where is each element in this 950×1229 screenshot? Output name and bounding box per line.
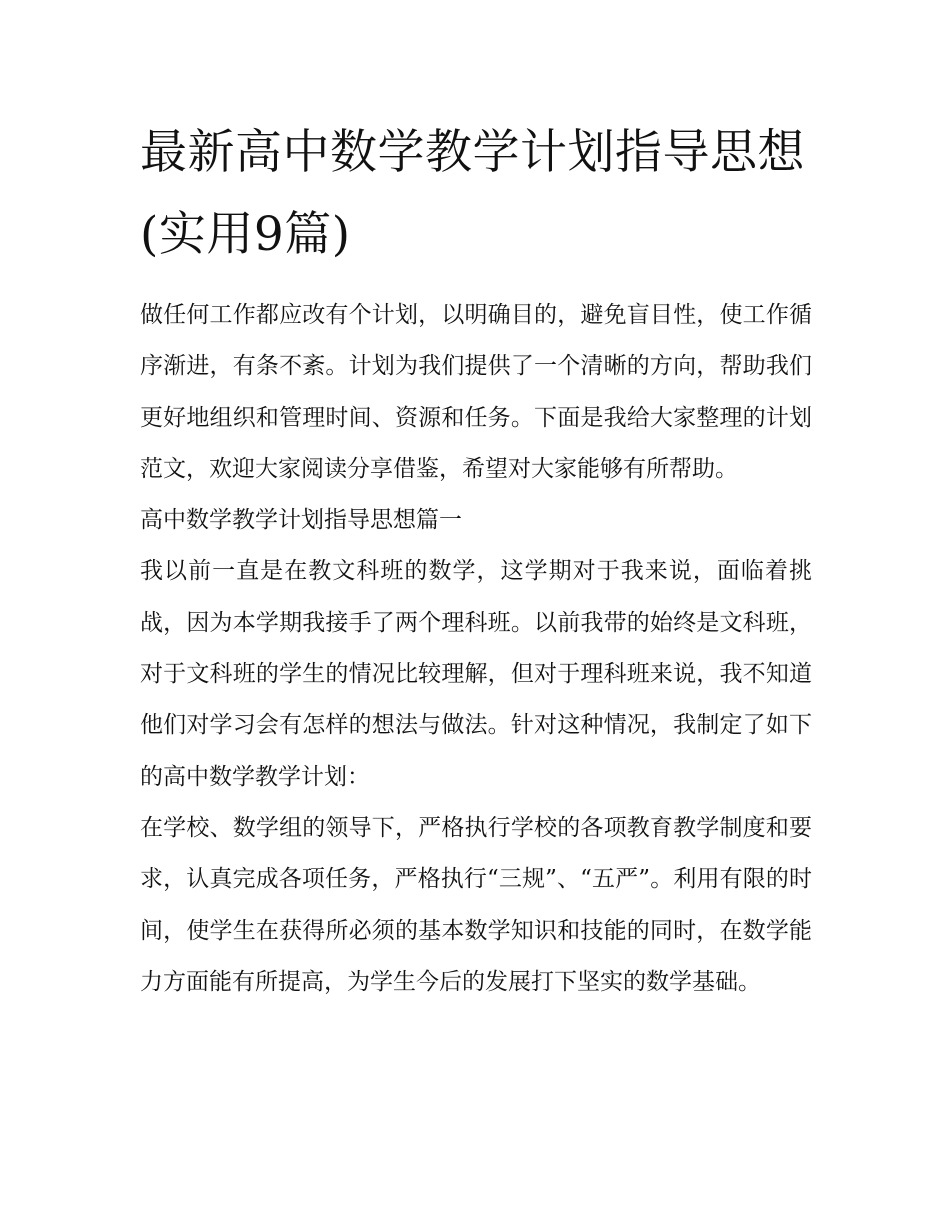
document-page <box>140 112 812 1008</box>
intro-paragraph: 做任何工作都应改有个计划，以明确目的，避免盲目性，使工作循序渐进，有条不紊。计划为我们提供了一个清晰的方向，帮助我们更好地组织和管理时间、资源和任务。下面是我给大家整理的计划范文，欢迎大家阅读分享借鉴，希望对大家能够有所帮助。 <box>140 302 812 482</box>
section-heading: 高中数学教学计划指导思想篇一 <box>140 507 462 534</box>
document-title: 最新高中数学教学计划指导思想(实用9篇) <box>140 125 805 262</box>
section-paragraph-2: 在学校、数学组的领导下，严格执行学校的各项教育教学制度和要求，认真完成各项任务，严格执行“三规”、“五严”。利用有限的时间，使学生在获得所必须的基本数学知识和技能的同时，在数学能力方面能有所提高，为学生今后的发展打下坚实的数学基础。 <box>140 814 812 995</box>
section-paragraph-1: 我以前一直是在教文科班的数学，这学期对于我来说，面临着挑战，因为本学期我接手了两个理科班。以前我带的始终是文科班，对于文科班的学生的情况比较理解，但对于理科班来说，我不知道他们对学习会有怎样的想法与做法。针对这种情况，我制定了如下的高中数学教学计划： <box>140 558 812 790</box>
